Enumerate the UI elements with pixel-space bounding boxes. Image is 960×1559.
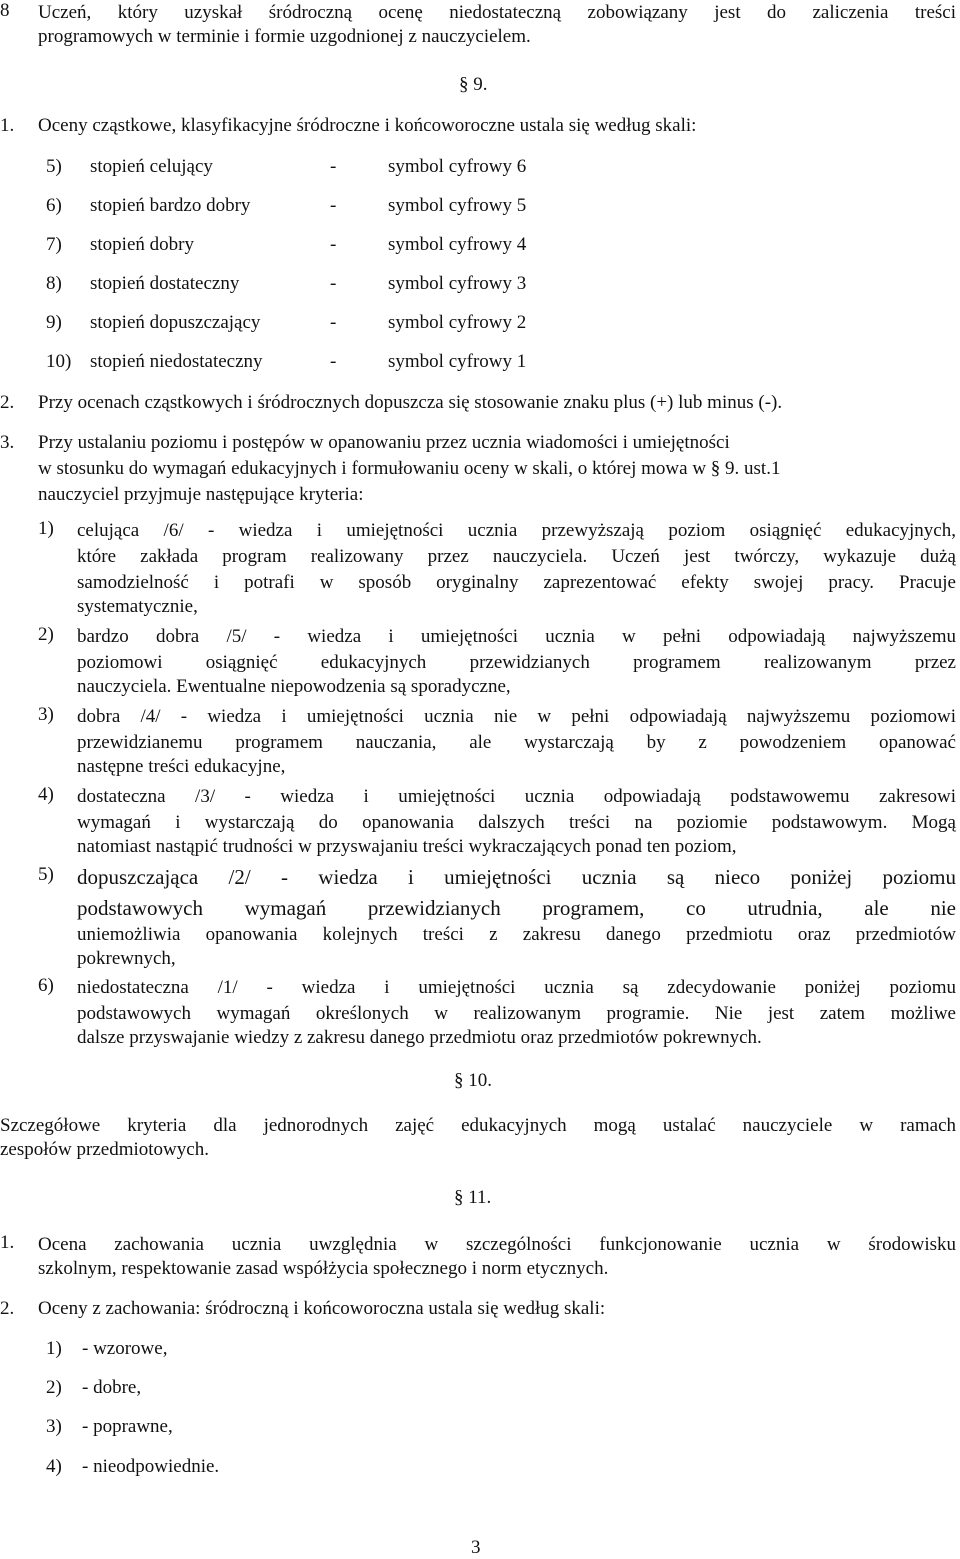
criteria-line: niedostateczna /1/ - wiedza i umiejętności ucznia są zdecydowanie poniżej poziomu: [77, 977, 956, 998]
grade-symbol: symbol cyfrowy 2: [388, 312, 527, 333]
grade-symbol: symbol cyfrowy 4: [388, 234, 527, 255]
list-item-number: 2): [38, 624, 54, 645]
grade-name: stopień dopuszczający: [90, 312, 261, 333]
paragraph-line: Ocena zachowania ucznia uwzględnia w szczególności funkcjonowanie ucznia w środowisku: [38, 1234, 956, 1255]
criteria-line: dostateczna /3/ - wiedza i umiejętności ucznia odpowiadają podstawowemu zakresowi: [77, 786, 956, 807]
list-item-number: 10): [46, 351, 72, 372]
paragraph-number: 2.: [0, 392, 15, 413]
grade-name: stopień dobry: [90, 234, 194, 255]
section-heading: § 11.: [454, 1187, 492, 1208]
paragraph-line: zespołów przedmiotowych.: [0, 1139, 209, 1160]
grade-symbol: symbol cyfrowy 1: [388, 351, 527, 372]
list-item-text: - dobre,: [82, 1377, 142, 1398]
section-heading: § 10.: [454, 1070, 492, 1091]
grade-name: stopień bardzo dobry: [90, 195, 251, 216]
paragraph-number: 3.: [0, 432, 15, 453]
grade-symbol: symbol cyfrowy 5: [388, 195, 527, 216]
criteria-line: podstawowych wymagań przewidzianych programem, co utrudnia, ale nie: [77, 896, 956, 920]
page-number: 3: [471, 1537, 481, 1558]
grade-name: stopień niedostateczny: [90, 351, 263, 372]
list-item-text: - poprawne,: [82, 1416, 173, 1437]
grade-symbol: symbol cyfrowy 6: [388, 156, 527, 177]
criteria-line: poziomowi osiągnięć edukacyjnych przewidzianych programem realizowanym przez: [77, 652, 956, 673]
list-item-number: 6): [38, 975, 54, 996]
criteria-line: natomiast nastąpić trudności w przyswajaniu treści wykraczających ponad ten poziom,: [77, 836, 737, 857]
list-item-number: 4): [46, 1456, 62, 1477]
paragraph-text: Przy ocenach cząstkowych i śródrocznych dopuszcza się stosowanie znaku plus (+) lub minus (-).: [38, 392, 783, 413]
criteria-line: pokrewnych,: [77, 948, 176, 969]
paragraph-line: nauczyciel przyjmuje następujące kryteria:: [38, 484, 364, 505]
criteria-line: dalsze przyswajanie wiedzy z zakresu danego przedmiotu oraz przedmiotów pokrewnych.: [77, 1027, 762, 1048]
criteria-line: które zakłada program realizowany przez nauczyciela. Uczeń jest twórczy, wykazuje dużą: [77, 546, 956, 567]
list-item-number: 2): [46, 1377, 62, 1398]
criteria-line: dopuszczająca /2/ - wiedza i umiejętności ucznia są nieco poniżej poziomu: [77, 865, 956, 889]
paragraph-line: szkolnym, respektowanie zasad współżycia społecznego i norm etycznych.: [38, 1258, 609, 1279]
grade-dash: -: [330, 156, 337, 177]
grade-dash: -: [330, 234, 337, 255]
paragraph-line: Przy ustalaniu poziomu i postępów w opanowaniu przez ucznia wiadomości i umiejętności: [38, 432, 730, 453]
criteria-line: samodzielność i potrafi w sposób oryginalny zaprezentować efekty swojej pracy. Pracuje: [77, 572, 956, 593]
section-heading: § 9.: [459, 74, 488, 95]
paragraph-line: Szczegółowe kryteria dla jednorodnych zajęć edukacyjnych mogą ustalać nauczyciele w ramach: [0, 1115, 956, 1136]
criteria-line: celująca /6/ - wiedza i umiejętności ucznia przewyższają poziom osiągnięć edukacyjnych,: [77, 520, 956, 541]
item-8-line-2: programowych w terminie i formie uzgodnionej z nauczycielem.: [38, 26, 531, 47]
grade-symbol: symbol cyfrowy 3: [388, 273, 527, 294]
criteria-line: dobra /4/ - wiedza i umiejętności ucznia nie w pełni odpowiadają najwyższemu poziomowi: [77, 706, 956, 727]
grade-dash: -: [330, 312, 337, 333]
grade-name: stopień dostateczny: [90, 273, 240, 294]
list-item-number: 7): [46, 234, 62, 255]
criteria-line: następne treści edukacyjne,: [77, 756, 286, 777]
list-item-number: 5): [46, 156, 62, 177]
grade-dash: -: [330, 195, 337, 216]
paragraph-line: w stosunku do wymagań edukacyjnych i formułowaniu oceny w skali, o której mowa w § 9. ust.1: [38, 458, 781, 479]
paragraph-text: Oceny cząstkowe, klasyfikacyjne śródroczne i końcoworoczne ustala się według skali:: [38, 115, 697, 136]
list-item-number: 1): [46, 1338, 62, 1359]
criteria-line: bardzo dobra /5/ - wiedza i umiejętności ucznia w pełni odpowiadają najwyższemu: [77, 626, 956, 647]
list-item-number: 3): [46, 1416, 62, 1437]
criteria-line: przewidzianemu programem nauczania, ale wystarczają by z powodzeniem opanować: [77, 732, 956, 753]
criteria-line: systematycznie,: [77, 596, 198, 617]
grade-name: stopień celujący: [90, 156, 213, 177]
paragraph-text: Oceny z zachowania: śródroczną i końcoworoczna ustala się według skali:: [38, 1298, 606, 1319]
criteria-line: wymagań i wystarczają do opanowania dalszych treści na poziomie podstawowym. Mogą: [77, 812, 956, 833]
paragraph-number: 1.: [0, 1232, 15, 1253]
grade-dash: -: [330, 351, 337, 372]
list-item-number: 5): [38, 864, 54, 885]
list-item-number: 8): [46, 273, 62, 294]
list-item-number: 9): [46, 312, 62, 333]
list-item-number: 1): [38, 518, 54, 539]
criteria-line: nauczyciela. Ewentualne niepowodzenia są sporadyczne,: [77, 676, 511, 697]
list-item-number: 6): [46, 195, 62, 216]
item-8-line-1: Uczeń, który uzyskał śródroczną ocenę niedostateczną zobowiązany jest do zaliczenia treści: [38, 2, 956, 23]
criteria-line: podstawowych wymagań określonych w realizowanym programie. Nie jest zatem możliwe: [77, 1003, 956, 1024]
paragraph-number: 2.: [0, 1298, 15, 1319]
list-item-text: - nieodpowiednie.: [82, 1456, 220, 1477]
criteria-line: uniemożliwia opanowania kolejnych treści z zakresu danego przedmiotu oraz przedmiotów: [77, 924, 956, 945]
paragraph-number: 1.: [0, 115, 15, 136]
list-item-text: - wzorowe,: [82, 1338, 168, 1359]
list-item-number: 3): [38, 704, 54, 725]
item-number: 8: [0, 0, 10, 21]
grade-dash: -: [330, 273, 337, 294]
list-item-number: 4): [38, 784, 54, 805]
